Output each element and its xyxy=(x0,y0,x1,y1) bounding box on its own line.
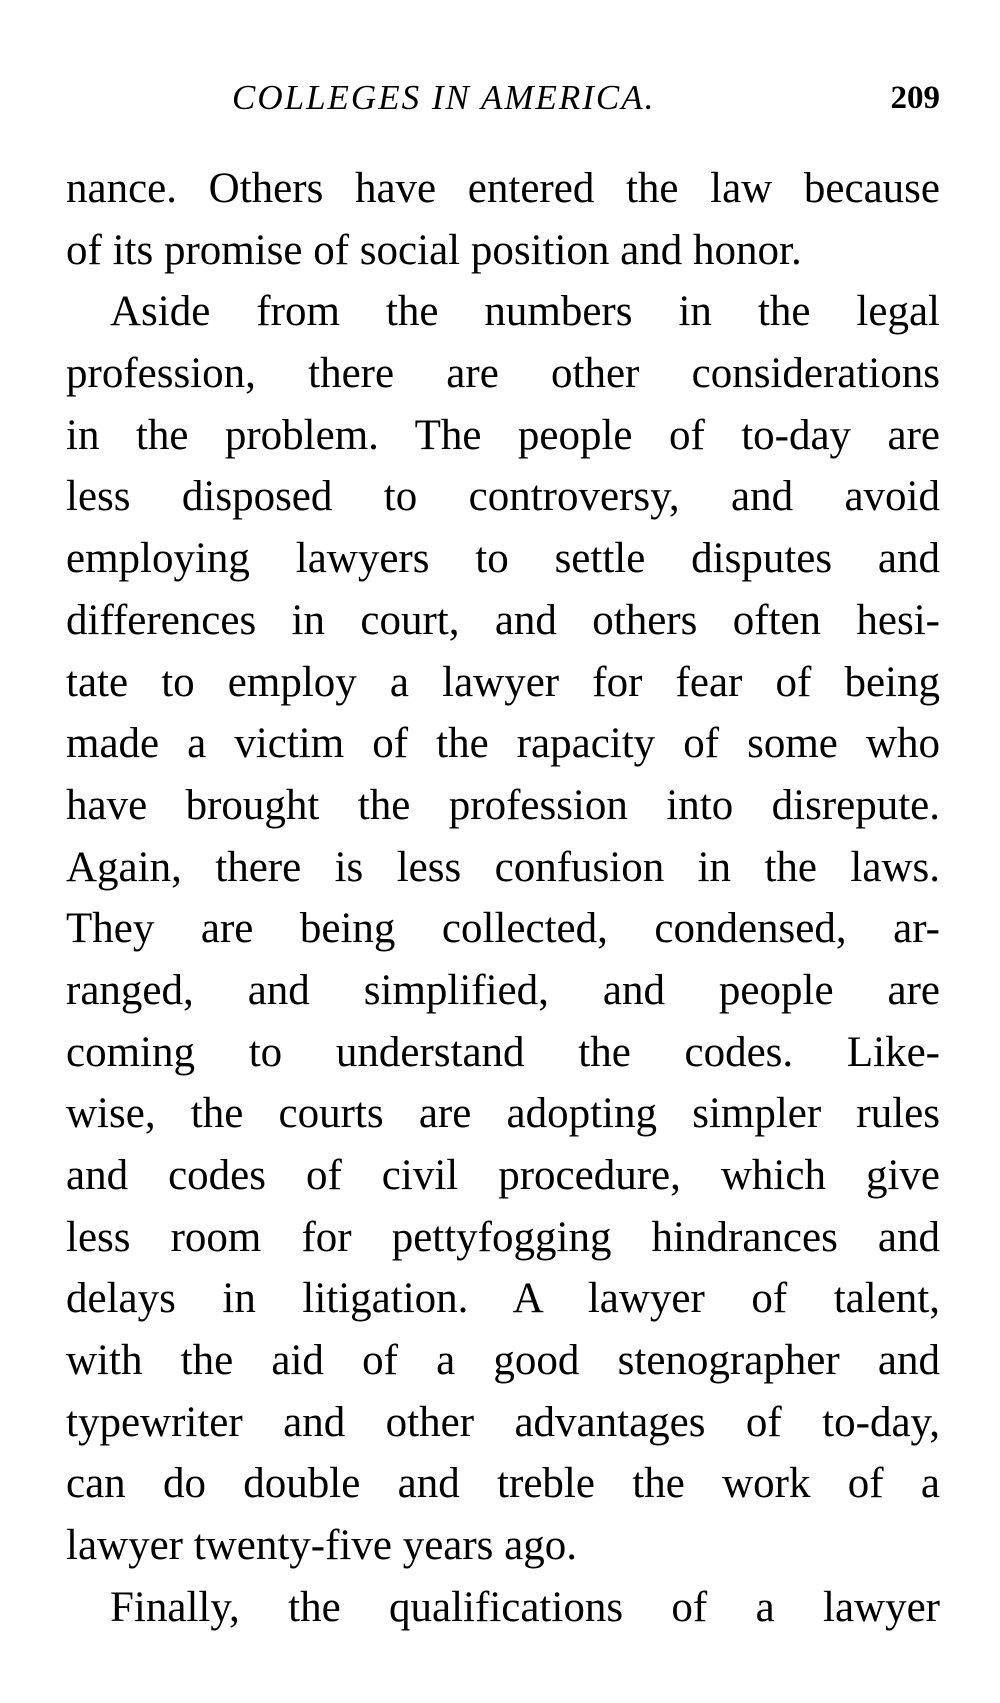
text-line: and codes of civil procedure, which give xyxy=(66,1152,940,1199)
text-line: lawyer twenty-five years ago. xyxy=(66,1522,578,1570)
text-line: Again, there is less confusion in the laws. xyxy=(66,843,940,891)
running-head xyxy=(66,78,940,118)
text-line: with the aid of a good stenographer and xyxy=(66,1337,940,1385)
text-line: can do double and treble the work of a xyxy=(66,1460,940,1508)
body-text xyxy=(66,158,940,1639)
page-number: 209 xyxy=(890,80,940,116)
text-line: wise, the courts are adopting simpler rules xyxy=(66,1090,940,1138)
text-line: They are being collected, condensed, ar- xyxy=(66,905,940,953)
text-line: of its promise of social position and honor. xyxy=(66,226,802,274)
text-line: differences in court, and others often hesi- xyxy=(66,596,940,644)
text-line: coming to understand the codes. Like- xyxy=(66,1028,940,1076)
text-line: Finally, the qualifications of a lawyer xyxy=(110,1583,940,1631)
text-line: have brought the profession into disrepute. xyxy=(66,781,940,829)
text-line: profession, there are other considerations xyxy=(66,350,940,398)
text-line: tate to employ a lawyer for fear of being xyxy=(66,658,940,706)
text-line: employing lawyers to settle disputes and xyxy=(66,535,940,583)
text-line: made a victim of the rapacity of some who xyxy=(66,720,940,768)
text-line: delays in litigation. A lawyer of talent, xyxy=(66,1275,940,1323)
text-line: typewriter and other advantages of to-day, xyxy=(66,1398,940,1446)
text-line: ranged, and simplified, and people are xyxy=(66,966,940,1014)
text-line: less disposed to controversy, and avoid xyxy=(66,473,940,521)
running-title: COLLEGES IN AMERICA. xyxy=(232,78,656,117)
text-line: nance. Others have entered the law because xyxy=(66,165,940,212)
text-line: Aside from the numbers in the legal xyxy=(110,288,940,336)
text-line: in the problem. The people of to-day are xyxy=(66,411,940,459)
text-line: less room for pettyfogging hindrances and xyxy=(66,1213,940,1261)
